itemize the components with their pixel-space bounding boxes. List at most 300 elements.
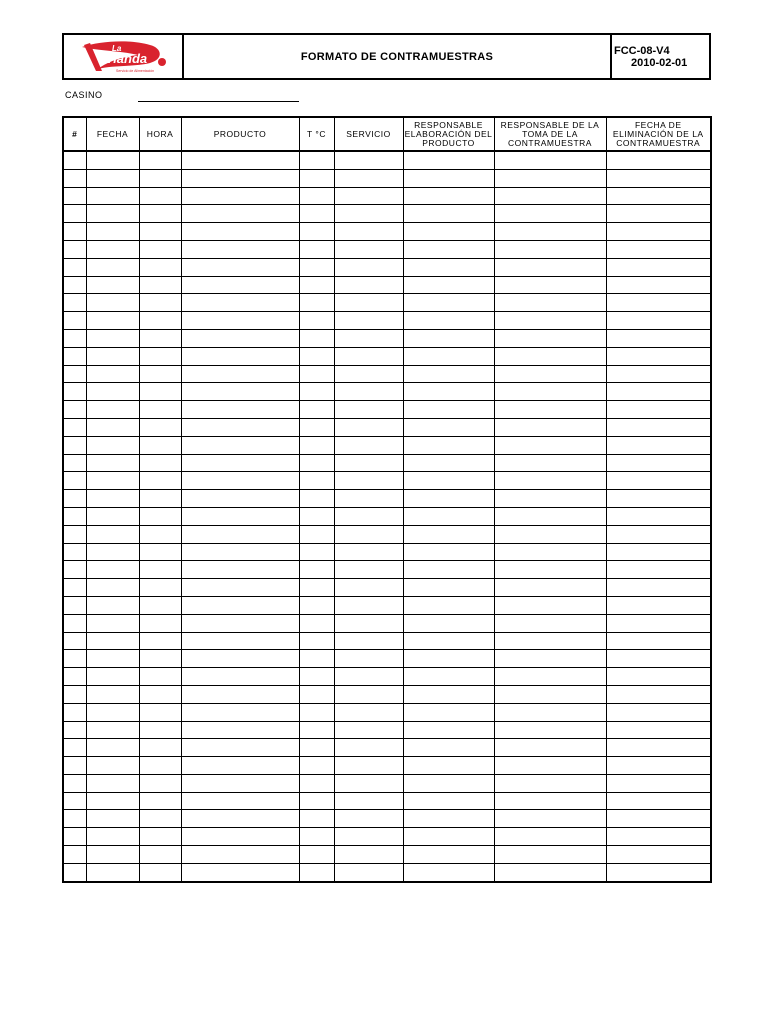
table-cell[interactable] xyxy=(606,454,711,472)
table-cell[interactable] xyxy=(86,383,139,401)
table-cell[interactable] xyxy=(181,329,299,347)
table-cell[interactable] xyxy=(63,169,86,187)
table-cell[interactable] xyxy=(403,792,494,810)
table-cell[interactable] xyxy=(334,757,403,775)
table-cell[interactable] xyxy=(494,454,606,472)
table-cell[interactable] xyxy=(606,418,711,436)
table-cell[interactable] xyxy=(181,668,299,686)
table-cell[interactable] xyxy=(606,294,711,312)
table-cell[interactable] xyxy=(403,810,494,828)
table-cell[interactable] xyxy=(181,561,299,579)
table-cell[interactable] xyxy=(606,863,711,881)
table-cell[interactable] xyxy=(334,579,403,597)
table-cell[interactable] xyxy=(86,632,139,650)
table-cell[interactable] xyxy=(181,846,299,864)
table-cell[interactable] xyxy=(299,579,334,597)
table-cell[interactable] xyxy=(139,757,181,775)
table-cell[interactable] xyxy=(334,703,403,721)
table-cell[interactable] xyxy=(139,543,181,561)
table-cell[interactable] xyxy=(181,614,299,632)
table-cell[interactable] xyxy=(606,276,711,294)
table-cell[interactable] xyxy=(494,668,606,686)
table-cell[interactable] xyxy=(63,632,86,650)
table-cell[interactable] xyxy=(181,418,299,436)
table-cell[interactable] xyxy=(139,828,181,846)
table-cell[interactable] xyxy=(334,650,403,668)
table-cell[interactable] xyxy=(606,703,711,721)
table-cell[interactable] xyxy=(299,454,334,472)
table-cell[interactable] xyxy=(494,703,606,721)
table-cell[interactable] xyxy=(181,365,299,383)
table-cell[interactable] xyxy=(403,668,494,686)
table-cell[interactable] xyxy=(63,312,86,330)
table-cell[interactable] xyxy=(403,240,494,258)
table-cell[interactable] xyxy=(606,490,711,508)
casino-field[interactable] xyxy=(138,101,299,102)
table-cell[interactable] xyxy=(403,685,494,703)
table-cell[interactable] xyxy=(334,401,403,419)
table-cell[interactable] xyxy=(139,792,181,810)
table-cell[interactable] xyxy=(63,596,86,614)
table-cell[interactable] xyxy=(334,846,403,864)
table-cell[interactable] xyxy=(139,614,181,632)
table-cell[interactable] xyxy=(494,525,606,543)
table-cell[interactable] xyxy=(181,187,299,205)
table-cell[interactable] xyxy=(403,454,494,472)
table-cell[interactable] xyxy=(63,436,86,454)
table-cell[interactable] xyxy=(63,739,86,757)
table-cell[interactable] xyxy=(63,721,86,739)
table-cell[interactable] xyxy=(403,294,494,312)
table-cell[interactable] xyxy=(403,543,494,561)
table-cell[interactable] xyxy=(139,650,181,668)
table-cell[interactable] xyxy=(606,774,711,792)
table-cell[interactable] xyxy=(299,650,334,668)
table-cell[interactable] xyxy=(334,507,403,525)
table-cell[interactable] xyxy=(299,596,334,614)
table-cell[interactable] xyxy=(606,757,711,775)
table-cell[interactable] xyxy=(606,632,711,650)
table-cell[interactable] xyxy=(334,792,403,810)
table-cell[interactable] xyxy=(63,561,86,579)
table-cell[interactable] xyxy=(403,258,494,276)
table-cell[interactable] xyxy=(181,828,299,846)
table-cell[interactable] xyxy=(606,401,711,419)
table-cell[interactable] xyxy=(606,329,711,347)
table-cell[interactable] xyxy=(139,703,181,721)
table-cell[interactable] xyxy=(334,774,403,792)
table-cell[interactable] xyxy=(334,721,403,739)
table-cell[interactable] xyxy=(139,329,181,347)
table-cell[interactable] xyxy=(494,294,606,312)
table-cell[interactable] xyxy=(494,365,606,383)
table-cell[interactable] xyxy=(86,401,139,419)
table-cell[interactable] xyxy=(494,632,606,650)
table-cell[interactable] xyxy=(63,258,86,276)
table-cell[interactable] xyxy=(334,632,403,650)
table-cell[interactable] xyxy=(606,810,711,828)
table-cell[interactable] xyxy=(606,792,711,810)
table-cell[interactable] xyxy=(181,579,299,597)
table-cell[interactable] xyxy=(139,596,181,614)
table-cell[interactable] xyxy=(299,721,334,739)
table-cell[interactable] xyxy=(334,329,403,347)
table-cell[interactable] xyxy=(299,614,334,632)
table-cell[interactable] xyxy=(181,472,299,490)
table-cell[interactable] xyxy=(181,703,299,721)
table-cell[interactable] xyxy=(181,312,299,330)
table-cell[interactable] xyxy=(86,543,139,561)
table-cell[interactable] xyxy=(299,294,334,312)
table-cell[interactable] xyxy=(181,383,299,401)
table-cell[interactable] xyxy=(299,561,334,579)
table-cell[interactable] xyxy=(63,418,86,436)
table-cell[interactable] xyxy=(606,668,711,686)
table-cell[interactable] xyxy=(139,454,181,472)
table-cell[interactable] xyxy=(606,151,711,169)
table-cell[interactable] xyxy=(334,685,403,703)
table-cell[interactable] xyxy=(403,757,494,775)
table-cell[interactable] xyxy=(181,223,299,241)
table-cell[interactable] xyxy=(63,151,86,169)
table-cell[interactable] xyxy=(299,240,334,258)
table-cell[interactable] xyxy=(334,810,403,828)
table-cell[interactable] xyxy=(86,454,139,472)
table-cell[interactable] xyxy=(63,846,86,864)
table-cell[interactable] xyxy=(181,543,299,561)
table-cell[interactable] xyxy=(299,383,334,401)
table-cell[interactable] xyxy=(139,294,181,312)
table-cell[interactable] xyxy=(181,169,299,187)
table-cell[interactable] xyxy=(334,525,403,543)
table-cell[interactable] xyxy=(606,205,711,223)
table-cell[interactable] xyxy=(334,169,403,187)
table-cell[interactable] xyxy=(606,596,711,614)
table-cell[interactable] xyxy=(606,258,711,276)
table-cell[interactable] xyxy=(334,312,403,330)
table-cell[interactable] xyxy=(299,846,334,864)
table-cell[interactable] xyxy=(403,472,494,490)
table-cell[interactable] xyxy=(334,863,403,881)
table-cell[interactable] xyxy=(403,774,494,792)
table-cell[interactable] xyxy=(63,828,86,846)
table-cell[interactable] xyxy=(606,436,711,454)
table-cell[interactable] xyxy=(334,418,403,436)
table-cell[interactable] xyxy=(606,169,711,187)
table-cell[interactable] xyxy=(63,774,86,792)
table-cell[interactable] xyxy=(494,223,606,241)
table-cell[interactable] xyxy=(299,151,334,169)
table-cell[interactable] xyxy=(403,329,494,347)
table-cell[interactable] xyxy=(494,312,606,330)
table-cell[interactable] xyxy=(181,792,299,810)
table-cell[interactable] xyxy=(139,739,181,757)
table-cell[interactable] xyxy=(606,685,711,703)
table-cell[interactable] xyxy=(299,774,334,792)
table-cell[interactable] xyxy=(334,454,403,472)
table-cell[interactable] xyxy=(403,276,494,294)
table-cell[interactable] xyxy=(494,401,606,419)
table-cell[interactable] xyxy=(181,401,299,419)
table-cell[interactable] xyxy=(181,650,299,668)
table-cell[interactable] xyxy=(86,294,139,312)
table-cell[interactable] xyxy=(63,223,86,241)
table-cell[interactable] xyxy=(86,223,139,241)
table-cell[interactable] xyxy=(63,401,86,419)
table-cell[interactable] xyxy=(334,258,403,276)
table-cell[interactable] xyxy=(334,828,403,846)
table-cell[interactable] xyxy=(181,739,299,757)
table-cell[interactable] xyxy=(606,739,711,757)
table-cell[interactable] xyxy=(139,863,181,881)
table-cell[interactable] xyxy=(606,525,711,543)
table-cell[interactable] xyxy=(299,205,334,223)
table-cell[interactable] xyxy=(403,312,494,330)
table-cell[interactable] xyxy=(181,507,299,525)
table-cell[interactable] xyxy=(494,472,606,490)
table-cell[interactable] xyxy=(494,276,606,294)
table-cell[interactable] xyxy=(181,774,299,792)
table-cell[interactable] xyxy=(139,312,181,330)
table-cell[interactable] xyxy=(403,525,494,543)
table-cell[interactable] xyxy=(181,596,299,614)
table-cell[interactable] xyxy=(403,169,494,187)
table-cell[interactable] xyxy=(494,169,606,187)
table-cell[interactable] xyxy=(139,205,181,223)
table-cell[interactable] xyxy=(63,365,86,383)
table-cell[interactable] xyxy=(299,543,334,561)
table-cell[interactable] xyxy=(494,543,606,561)
table-cell[interactable] xyxy=(494,846,606,864)
table-cell[interactable] xyxy=(403,579,494,597)
table-cell[interactable] xyxy=(403,703,494,721)
table-cell[interactable] xyxy=(139,472,181,490)
table-cell[interactable] xyxy=(139,721,181,739)
table-cell[interactable] xyxy=(494,757,606,775)
table-cell[interactable] xyxy=(494,774,606,792)
table-cell[interactable] xyxy=(299,223,334,241)
table-cell[interactable] xyxy=(403,739,494,757)
table-cell[interactable] xyxy=(181,632,299,650)
table-cell[interactable] xyxy=(139,846,181,864)
table-cell[interactable] xyxy=(139,383,181,401)
table-cell[interactable] xyxy=(403,436,494,454)
table-cell[interactable] xyxy=(299,685,334,703)
table-cell[interactable] xyxy=(299,312,334,330)
table-cell[interactable] xyxy=(139,525,181,543)
table-cell[interactable] xyxy=(403,828,494,846)
table-cell[interactable] xyxy=(139,151,181,169)
table-cell[interactable] xyxy=(139,436,181,454)
table-cell[interactable] xyxy=(299,472,334,490)
table-cell[interactable] xyxy=(494,579,606,597)
table-cell[interactable] xyxy=(86,276,139,294)
table-cell[interactable] xyxy=(63,685,86,703)
table-cell[interactable] xyxy=(63,792,86,810)
table-cell[interactable] xyxy=(494,561,606,579)
table-cell[interactable] xyxy=(63,472,86,490)
table-cell[interactable] xyxy=(86,561,139,579)
table-cell[interactable] xyxy=(63,329,86,347)
table-cell[interactable] xyxy=(86,739,139,757)
table-cell[interactable] xyxy=(334,187,403,205)
table-cell[interactable] xyxy=(334,436,403,454)
table-cell[interactable] xyxy=(139,401,181,419)
table-cell[interactable] xyxy=(606,187,711,205)
table-cell[interactable] xyxy=(494,205,606,223)
table-cell[interactable] xyxy=(63,276,86,294)
table-cell[interactable] xyxy=(139,810,181,828)
table-cell[interactable] xyxy=(299,490,334,508)
table-cell[interactable] xyxy=(494,810,606,828)
table-cell[interactable] xyxy=(139,276,181,294)
table-cell[interactable] xyxy=(86,507,139,525)
table-cell[interactable] xyxy=(63,294,86,312)
table-cell[interactable] xyxy=(334,383,403,401)
table-cell[interactable] xyxy=(86,240,139,258)
table-cell[interactable] xyxy=(139,490,181,508)
table-cell[interactable] xyxy=(86,863,139,881)
table-cell[interactable] xyxy=(494,721,606,739)
table-cell[interactable] xyxy=(334,668,403,686)
table-cell[interactable] xyxy=(299,632,334,650)
table-cell[interactable] xyxy=(403,614,494,632)
table-cell[interactable] xyxy=(299,757,334,775)
table-cell[interactable] xyxy=(86,810,139,828)
table-cell[interactable] xyxy=(63,543,86,561)
table-cell[interactable] xyxy=(86,828,139,846)
table-cell[interactable] xyxy=(86,650,139,668)
table-cell[interactable] xyxy=(181,151,299,169)
table-cell[interactable] xyxy=(403,151,494,169)
table-cell[interactable] xyxy=(299,436,334,454)
table-cell[interactable] xyxy=(86,418,139,436)
table-cell[interactable] xyxy=(334,240,403,258)
table-cell[interactable] xyxy=(86,703,139,721)
table-cell[interactable] xyxy=(606,543,711,561)
table-cell[interactable] xyxy=(403,721,494,739)
table-cell[interactable] xyxy=(403,187,494,205)
table-cell[interactable] xyxy=(86,846,139,864)
table-cell[interactable] xyxy=(403,561,494,579)
table-cell[interactable] xyxy=(139,507,181,525)
table-cell[interactable] xyxy=(494,863,606,881)
table-cell[interactable] xyxy=(494,258,606,276)
table-cell[interactable] xyxy=(139,418,181,436)
table-cell[interactable] xyxy=(334,294,403,312)
table-cell[interactable] xyxy=(139,365,181,383)
table-cell[interactable] xyxy=(606,383,711,401)
table-cell[interactable] xyxy=(181,258,299,276)
table-cell[interactable] xyxy=(494,596,606,614)
table-cell[interactable] xyxy=(606,721,711,739)
table-cell[interactable] xyxy=(86,169,139,187)
table-cell[interactable] xyxy=(494,347,606,365)
table-cell[interactable] xyxy=(494,436,606,454)
table-cell[interactable] xyxy=(86,347,139,365)
table-cell[interactable] xyxy=(63,383,86,401)
table-cell[interactable] xyxy=(299,347,334,365)
table-cell[interactable] xyxy=(139,169,181,187)
table-cell[interactable] xyxy=(334,596,403,614)
table-cell[interactable] xyxy=(494,507,606,525)
table-cell[interactable] xyxy=(494,685,606,703)
table-cell[interactable] xyxy=(86,721,139,739)
table-cell[interactable] xyxy=(181,757,299,775)
table-cell[interactable] xyxy=(606,312,711,330)
table-cell[interactable] xyxy=(181,240,299,258)
table-cell[interactable] xyxy=(86,490,139,508)
table-cell[interactable] xyxy=(139,240,181,258)
table-cell[interactable] xyxy=(334,543,403,561)
table-cell[interactable] xyxy=(299,668,334,686)
table-cell[interactable] xyxy=(334,739,403,757)
table-cell[interactable] xyxy=(63,507,86,525)
table-cell[interactable] xyxy=(63,454,86,472)
table-cell[interactable] xyxy=(86,151,139,169)
table-cell[interactable] xyxy=(139,347,181,365)
table-cell[interactable] xyxy=(63,579,86,597)
table-cell[interactable] xyxy=(606,579,711,597)
table-cell[interactable] xyxy=(86,258,139,276)
table-cell[interactable] xyxy=(299,418,334,436)
table-cell[interactable] xyxy=(299,276,334,294)
table-cell[interactable] xyxy=(86,792,139,810)
table-cell[interactable] xyxy=(86,668,139,686)
table-cell[interactable] xyxy=(63,668,86,686)
table-cell[interactable] xyxy=(139,685,181,703)
table-cell[interactable] xyxy=(86,685,139,703)
table-cell[interactable] xyxy=(86,774,139,792)
table-cell[interactable] xyxy=(334,614,403,632)
table-cell[interactable] xyxy=(63,703,86,721)
table-cell[interactable] xyxy=(494,151,606,169)
table-cell[interactable] xyxy=(606,507,711,525)
table-cell[interactable] xyxy=(494,329,606,347)
table-cell[interactable] xyxy=(606,561,711,579)
table-cell[interactable] xyxy=(139,258,181,276)
table-cell[interactable] xyxy=(299,187,334,205)
table-cell[interactable] xyxy=(181,205,299,223)
table-cell[interactable] xyxy=(334,276,403,294)
table-cell[interactable] xyxy=(606,828,711,846)
table-cell[interactable] xyxy=(606,365,711,383)
table-cell[interactable] xyxy=(403,383,494,401)
table-cell[interactable] xyxy=(299,703,334,721)
table-cell[interactable] xyxy=(86,757,139,775)
table-cell[interactable] xyxy=(403,401,494,419)
table-cell[interactable] xyxy=(63,810,86,828)
table-cell[interactable] xyxy=(494,187,606,205)
table-cell[interactable] xyxy=(139,579,181,597)
table-cell[interactable] xyxy=(494,792,606,810)
table-cell[interactable] xyxy=(181,347,299,365)
table-cell[interactable] xyxy=(299,507,334,525)
table-cell[interactable] xyxy=(494,614,606,632)
table-cell[interactable] xyxy=(181,525,299,543)
table-cell[interactable] xyxy=(494,739,606,757)
table-cell[interactable] xyxy=(63,614,86,632)
table-cell[interactable] xyxy=(86,436,139,454)
table-cell[interactable] xyxy=(403,205,494,223)
table-cell[interactable] xyxy=(334,472,403,490)
table-cell[interactable] xyxy=(606,846,711,864)
table-cell[interactable] xyxy=(403,347,494,365)
table-cell[interactable] xyxy=(494,383,606,401)
table-cell[interactable] xyxy=(403,365,494,383)
table-cell[interactable] xyxy=(403,507,494,525)
table-cell[interactable] xyxy=(63,240,86,258)
